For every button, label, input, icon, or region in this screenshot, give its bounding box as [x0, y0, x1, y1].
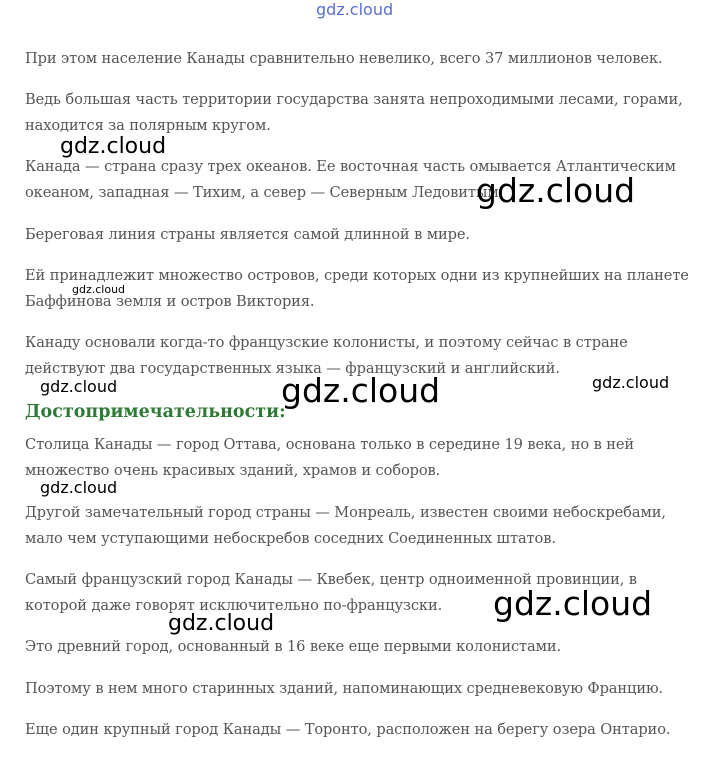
- watermark: gdz.cloud: [592, 373, 670, 392]
- paragraph-toronto: Еще один крупный город Канады — Торонто, расположен на берегу озера Онтарио.: [25, 721, 671, 738]
- watermark: gdz.cloud: [72, 283, 126, 296]
- watermark: gdz.cloud: [168, 611, 275, 636]
- watermark: gdz.cloud: [40, 478, 118, 497]
- watermark: gdz.cloud: [281, 371, 441, 410]
- paragraph-quebec: Самый французский город Канады — Квебек, центр одноименной провинции, в которой даже говорят исключительно по-французски.: [25, 571, 637, 614]
- paragraph-population: При этом население Канады сравнительно невелико, всего 37 миллионов человек.: [25, 50, 663, 67]
- cut-off-line-bottom: [25, 756, 665, 766]
- watermark: gdz.cloud: [40, 377, 118, 396]
- paragraph-oceans: Канада — страна сразу трех океанов. Ее восточная часть омывается Атлантическим океаном, западная — Тихим, а север — Северным Ледовитым.: [25, 158, 676, 201]
- paragraph-old-buildings: Поэтому в нем много старинных зданий, напоминающих средневековую Францию.: [25, 680, 664, 697]
- paragraph-ottawa: Столица Канады — город Оттава, основана только в середине 19 века, но в ней множество очень красивых зданий, храмов и соборов.: [25, 436, 635, 479]
- watermark: gdz.cloud: [493, 584, 653, 623]
- watermark: gdz.cloud: [476, 171, 636, 210]
- cut-off-line-top: [25, 0, 165, 26]
- site-watermark-top: gdz.cloud: [316, 0, 394, 19]
- paragraph-territory: Ведь большая часть территории государства занята непроходимыми лесами, горами, находится за полярным кругом.: [25, 91, 683, 134]
- paragraph-islands: Ей принадлежит множество островов, среди которых одни из крупнейших на планете Баффинова земля и остров Виктория.: [25, 267, 689, 310]
- section-heading-sights: Достопримечательности:: [25, 402, 286, 422]
- paragraph-montreal: Другой замечательный город страны — Монреаль, известен своими небоскребами, мало чем уступающими небоскребов соседних Соединенных штатов.: [25, 504, 666, 547]
- paragraph-quebec-history: Это древний город, основанный в 16 веке еще первыми колонистами.: [25, 638, 562, 655]
- paragraph-languages: Канаду основали когда-то французские колонисты, и поэтому сейчас в стране действуют два государственных языка — французский и английский.: [25, 334, 628, 377]
- watermark: gdz.cloud: [60, 134, 167, 159]
- paragraph-coastline: Береговая линия страны является самой длинной в мире.: [25, 226, 470, 243]
